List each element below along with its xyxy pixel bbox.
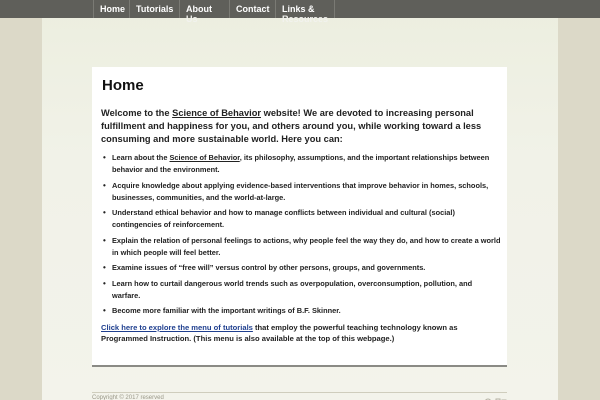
nav-about[interactable] xyxy=(179,0,229,24)
nav-links-overflow: Resources xyxy=(282,14,329,24)
nav-tutorials-label: Tutorials xyxy=(136,4,174,14)
list-item-post: , its philosophy, assumptions, and the important relationships between behavior and the environment. xyxy=(112,153,490,174)
nav-contact-label: Contact xyxy=(236,4,270,14)
nav-links-label: Links & xyxy=(282,4,315,14)
outro-paragraph xyxy=(101,322,501,344)
intro-post: website! We are devoted to increasing personal fulfillment and happiness for you, and others around you, while working toward a less consuming and more sustainable world. Here you can: xyxy=(101,108,482,144)
footer-copyright: Copyright © 2017 reserved xyxy=(92,395,164,400)
footer-divider xyxy=(92,392,507,393)
nav-contact[interactable] xyxy=(229,0,275,18)
list-item: • Become more familiar with the important writings of B.F. Skinner. xyxy=(101,305,501,317)
outro-post: that employ the powerful teaching technology known as Programmed Instruction. (This menu is also available at the top of this webpage.) xyxy=(101,323,458,343)
intro-paragraph xyxy=(101,107,501,146)
list-item xyxy=(101,152,501,176)
list-item-pre: Learn about the xyxy=(112,153,170,162)
list-item: • Understand ethical behavior and how to manage conflicts between individual and cultural (social) contingencies of reinforcement. xyxy=(101,207,501,231)
intro-science-link[interactable]: Science of Behavior xyxy=(172,108,261,118)
page-title: Home xyxy=(102,77,144,94)
tutorials-menu-link[interactable]: Click here to explore the menu of tutorials xyxy=(101,323,253,332)
nav-tutorials[interactable] xyxy=(129,0,179,18)
list-item: • Examine issues of “free will” versus control by other persons, groups, and governments. xyxy=(101,262,501,274)
feature-list xyxy=(101,152,501,321)
list-item: • Explain the relation of personal feelings to actions, why people feel the way they do, and how to create a world in which people will feel better. xyxy=(101,235,501,259)
intro-pre: Welcome to the xyxy=(101,108,173,118)
nav-links-resources[interactable] xyxy=(275,0,335,24)
content-panel xyxy=(92,67,507,367)
nav-about-overflow: Us xyxy=(186,14,198,24)
nav-home[interactable] xyxy=(93,0,129,18)
top-nav xyxy=(0,0,600,24)
nav-home-label: Home xyxy=(100,4,126,14)
list-item: • Acquire knowledge about applying evidence-based interventions that improve behavior in homes, schools, businesses, communities, and the world-at-large. xyxy=(101,180,501,204)
footer-icons xyxy=(484,393,508,400)
list-science-link[interactable]: Science of Behavior xyxy=(169,153,240,162)
list-item: • Learn how to curtail dangerous world trends such as overpopulation, overconsumption, pollution, and warfare. xyxy=(101,278,501,302)
nav-about-label: About xyxy=(186,4,212,14)
